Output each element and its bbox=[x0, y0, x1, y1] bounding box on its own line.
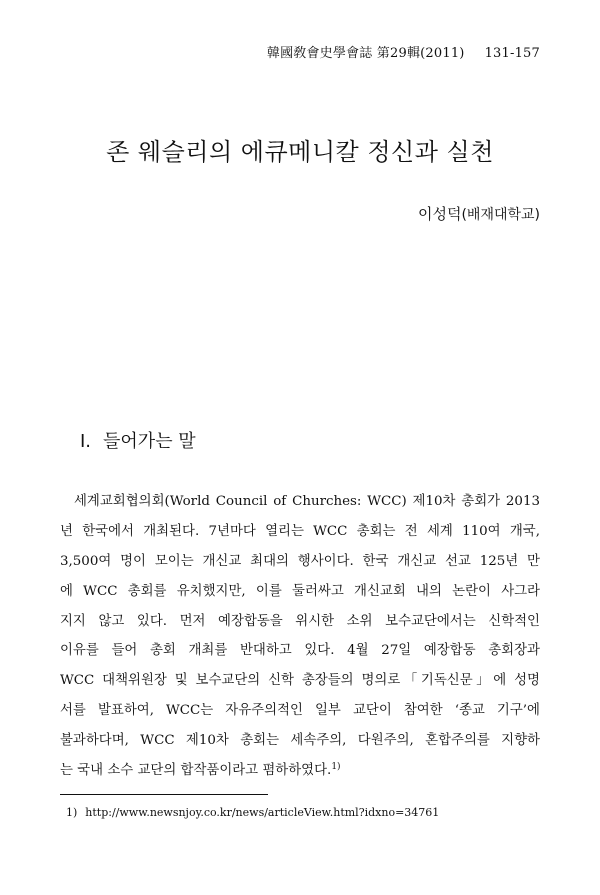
section-number: Ⅰ. bbox=[80, 431, 92, 452]
paper-title: 존 웨슬리의 에큐메니칼 정신과 실천 bbox=[106, 138, 494, 166]
page-range: 131-157 bbox=[484, 46, 540, 61]
author-affiliation: (배재대학교) bbox=[461, 207, 540, 223]
body-paragraph bbox=[60, 487, 540, 786]
body-line: 세계교회협의회(World Council of Churches: WCC) 제10차 총회가 2013 bbox=[74, 494, 540, 509]
body-line: 불과하다며, WCC 제10차 총회는 세속주의, 다원주의, 혼합주의를 지향하 bbox=[60, 733, 540, 749]
body-line: 서를 발표하여, WCC는 자유주의적인 일부 교단이 참여한 ‘종교 기구’에 bbox=[60, 703, 540, 719]
running-header bbox=[267, 42, 540, 61]
body-line-last bbox=[60, 756, 540, 786]
body-line: 이유를 들어 총회 개최를 반대하고 있다. 4월 27일 예장합동 총회장과 bbox=[60, 643, 540, 659]
body-line: 년 한국에서 개최된다. 7년마다 열리는 WCC 총회는 전 세계 110여 개국, bbox=[60, 523, 540, 539]
section-title: 들어가는 말 bbox=[103, 431, 196, 452]
footnote bbox=[66, 806, 439, 819]
footnote-divider bbox=[60, 794, 268, 795]
footnote-url[interactable]: http://www.newsnjoy.co.kr/news/articleView.html?idxno=34761 bbox=[85, 806, 440, 819]
body-line: WCC 대책위원장 및 보수교단의 신학 총장들의 명의로「기독신문」에 성명 bbox=[60, 673, 540, 689]
author-name: 이성덕 bbox=[417, 205, 462, 223]
body-line: 에 WCC 총회를 유치했지만, 이를 둘러싸고 개신교회 내의 논란이 사그라 bbox=[60, 583, 540, 599]
author-line bbox=[418, 203, 540, 224]
journal-name: 韓國敎會史學會誌 第29輯(2011) bbox=[266, 46, 465, 61]
body-line: 지지 않고 있다. 먼저 예장합동을 위시한 소위 보수교단에서는 신학적인 bbox=[60, 613, 540, 629]
body-line-text: 는 국내 소수 교단의 합작품이라고 폄하하였다. bbox=[60, 763, 332, 779]
footnote-reference[interactable]: 1) bbox=[331, 762, 341, 773]
footnote-number: 1) bbox=[66, 806, 78, 819]
section-heading bbox=[80, 427, 196, 453]
body-line: 3,500여 명이 모이는 개신교 최대의 행사이다. 한국 개신교 선교 125년 만 bbox=[60, 553, 540, 569]
